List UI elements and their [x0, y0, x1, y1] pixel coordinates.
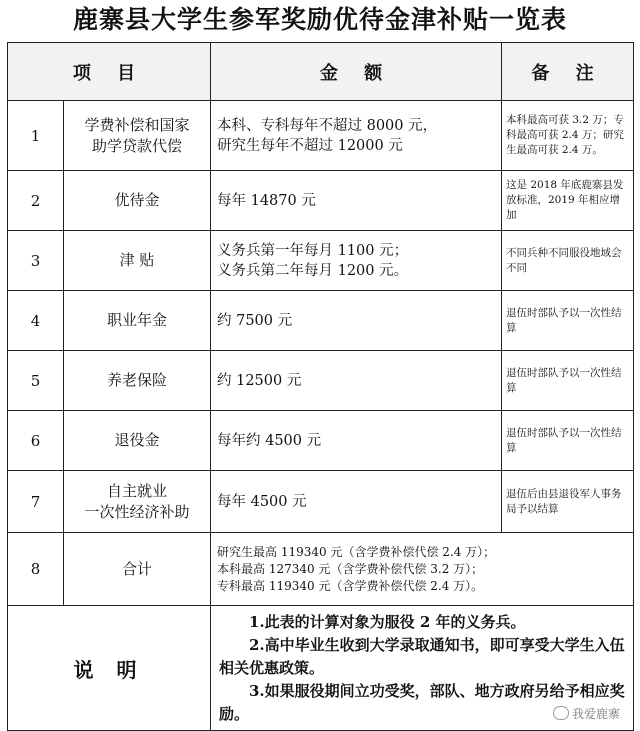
row-amount-line: 义务兵第二年每月 1200 元。 [217, 262, 409, 279]
page-title: 鹿寨县大学生参军奖励优待金津补贴一览表 [72, 5, 567, 34]
chat-bubble-icon [553, 706, 569, 720]
row-note: 退伍时部队予以一次性结算 [502, 291, 634, 351]
row-amount [211, 471, 502, 533]
row-item-line: 自主就业 [106, 481, 167, 500]
header-row [8, 43, 634, 101]
summary-row [8, 606, 634, 731]
total-line: 专科最高 119340 元（含学费补偿代偿 2.4 万）。 [217, 578, 484, 593]
row-amount-line: 研究生每年不超过 12000 元 [217, 137, 403, 154]
row-number: 3 [8, 231, 64, 291]
row-note: 这是 2018 年底鹿寨县发放标准，2019 年相应增加 [502, 171, 634, 231]
subsidy-table [7, 42, 634, 731]
summary-label: 说 明 [8, 606, 211, 731]
row-item-line: 养老保险 [106, 371, 167, 389]
row-item-line: 退役金 [114, 431, 160, 449]
summary-line: 2.高中毕业生收到大学录取通知书，即可享受大学生入伍相关优惠政策。 [219, 635, 625, 677]
row-item [64, 231, 211, 291]
row-item [64, 351, 211, 411]
table-row [8, 171, 634, 231]
row-amount [211, 231, 502, 291]
header-note: 备 注 [502, 43, 634, 101]
total-line: 研究生最高 119340 元（含学费补偿代偿 2.4 万）； [217, 544, 496, 559]
row-number: 7 [8, 471, 64, 533]
row-amount-line: 义务兵第一年每月 1100 元； [217, 242, 409, 259]
row-number: 4 [8, 291, 64, 351]
row-item-line: 津 贴 [119, 251, 155, 269]
row-item [64, 471, 211, 533]
row-note: 退伍时部队予以一次性结算 [502, 411, 634, 471]
table-row [8, 101, 634, 171]
row-note: 不同兵种不同服役地域会不同 [502, 231, 634, 291]
table-row [8, 411, 634, 471]
total-detail [211, 533, 634, 606]
row-note: 退伍时部队予以一次性结算 [502, 351, 634, 411]
row-number: 2 [8, 171, 64, 231]
row-number: 6 [8, 411, 64, 471]
row-amount-line: 每年 14870 元 [217, 192, 316, 209]
summary-line: 3.如果服役期间立功受奖，部队、地方政府另给予相应奖励。 [219, 681, 625, 723]
total-line: 本科最高 127340 元（含学费补偿代偿 3.2 万）； [217, 561, 484, 576]
header-item: 项 目 [8, 43, 211, 101]
row-item [64, 411, 211, 471]
row-item-line: 职业年金 [106, 311, 167, 329]
watermark-text: 我爱鹿寨 [571, 707, 620, 721]
watermark [553, 705, 620, 722]
table-row [8, 231, 634, 291]
row-item-line: 助学贷款代偿 [91, 136, 182, 155]
table-row [8, 351, 634, 411]
total-row [8, 533, 634, 606]
row-amount-line: 每年约 4500 元 [217, 432, 322, 449]
row-amount [211, 101, 502, 171]
row-amount-line: 约 7500 元 [217, 312, 293, 329]
row-amount-line: 本科、专科每年不超过 8000 元， [217, 117, 438, 134]
row-amount [211, 411, 502, 471]
row-amount-line: 每年 4500 元 [217, 493, 307, 510]
total-number: 8 [8, 533, 64, 606]
table-row [8, 291, 634, 351]
row-number: 1 [8, 101, 64, 171]
total-label: 合计 [64, 533, 211, 606]
row-item [64, 171, 211, 231]
row-note: 退伍后由县退役军人事务局予以结算 [502, 471, 634, 533]
row-note: 本科最高可获 3.2 万；专科最高可获 2.4 万；研究生最高可获 2.4 万。 [502, 101, 634, 171]
row-item-line: 优待金 [114, 191, 160, 209]
row-amount [211, 351, 502, 411]
row-amount-line: 约 12500 元 [217, 372, 302, 389]
row-number: 5 [8, 351, 64, 411]
table-row [8, 471, 634, 533]
row-item-line: 学费补偿和国家 [84, 115, 190, 134]
row-amount [211, 291, 502, 351]
row-item [64, 291, 211, 351]
row-item [64, 101, 211, 171]
summary-line: 1.此表的计算对象为服役 2 年的义务兵。 [249, 612, 526, 631]
header-amount: 金 额 [211, 43, 502, 101]
row-item-line: 一次性经济补助 [84, 502, 190, 521]
row-amount [211, 171, 502, 231]
